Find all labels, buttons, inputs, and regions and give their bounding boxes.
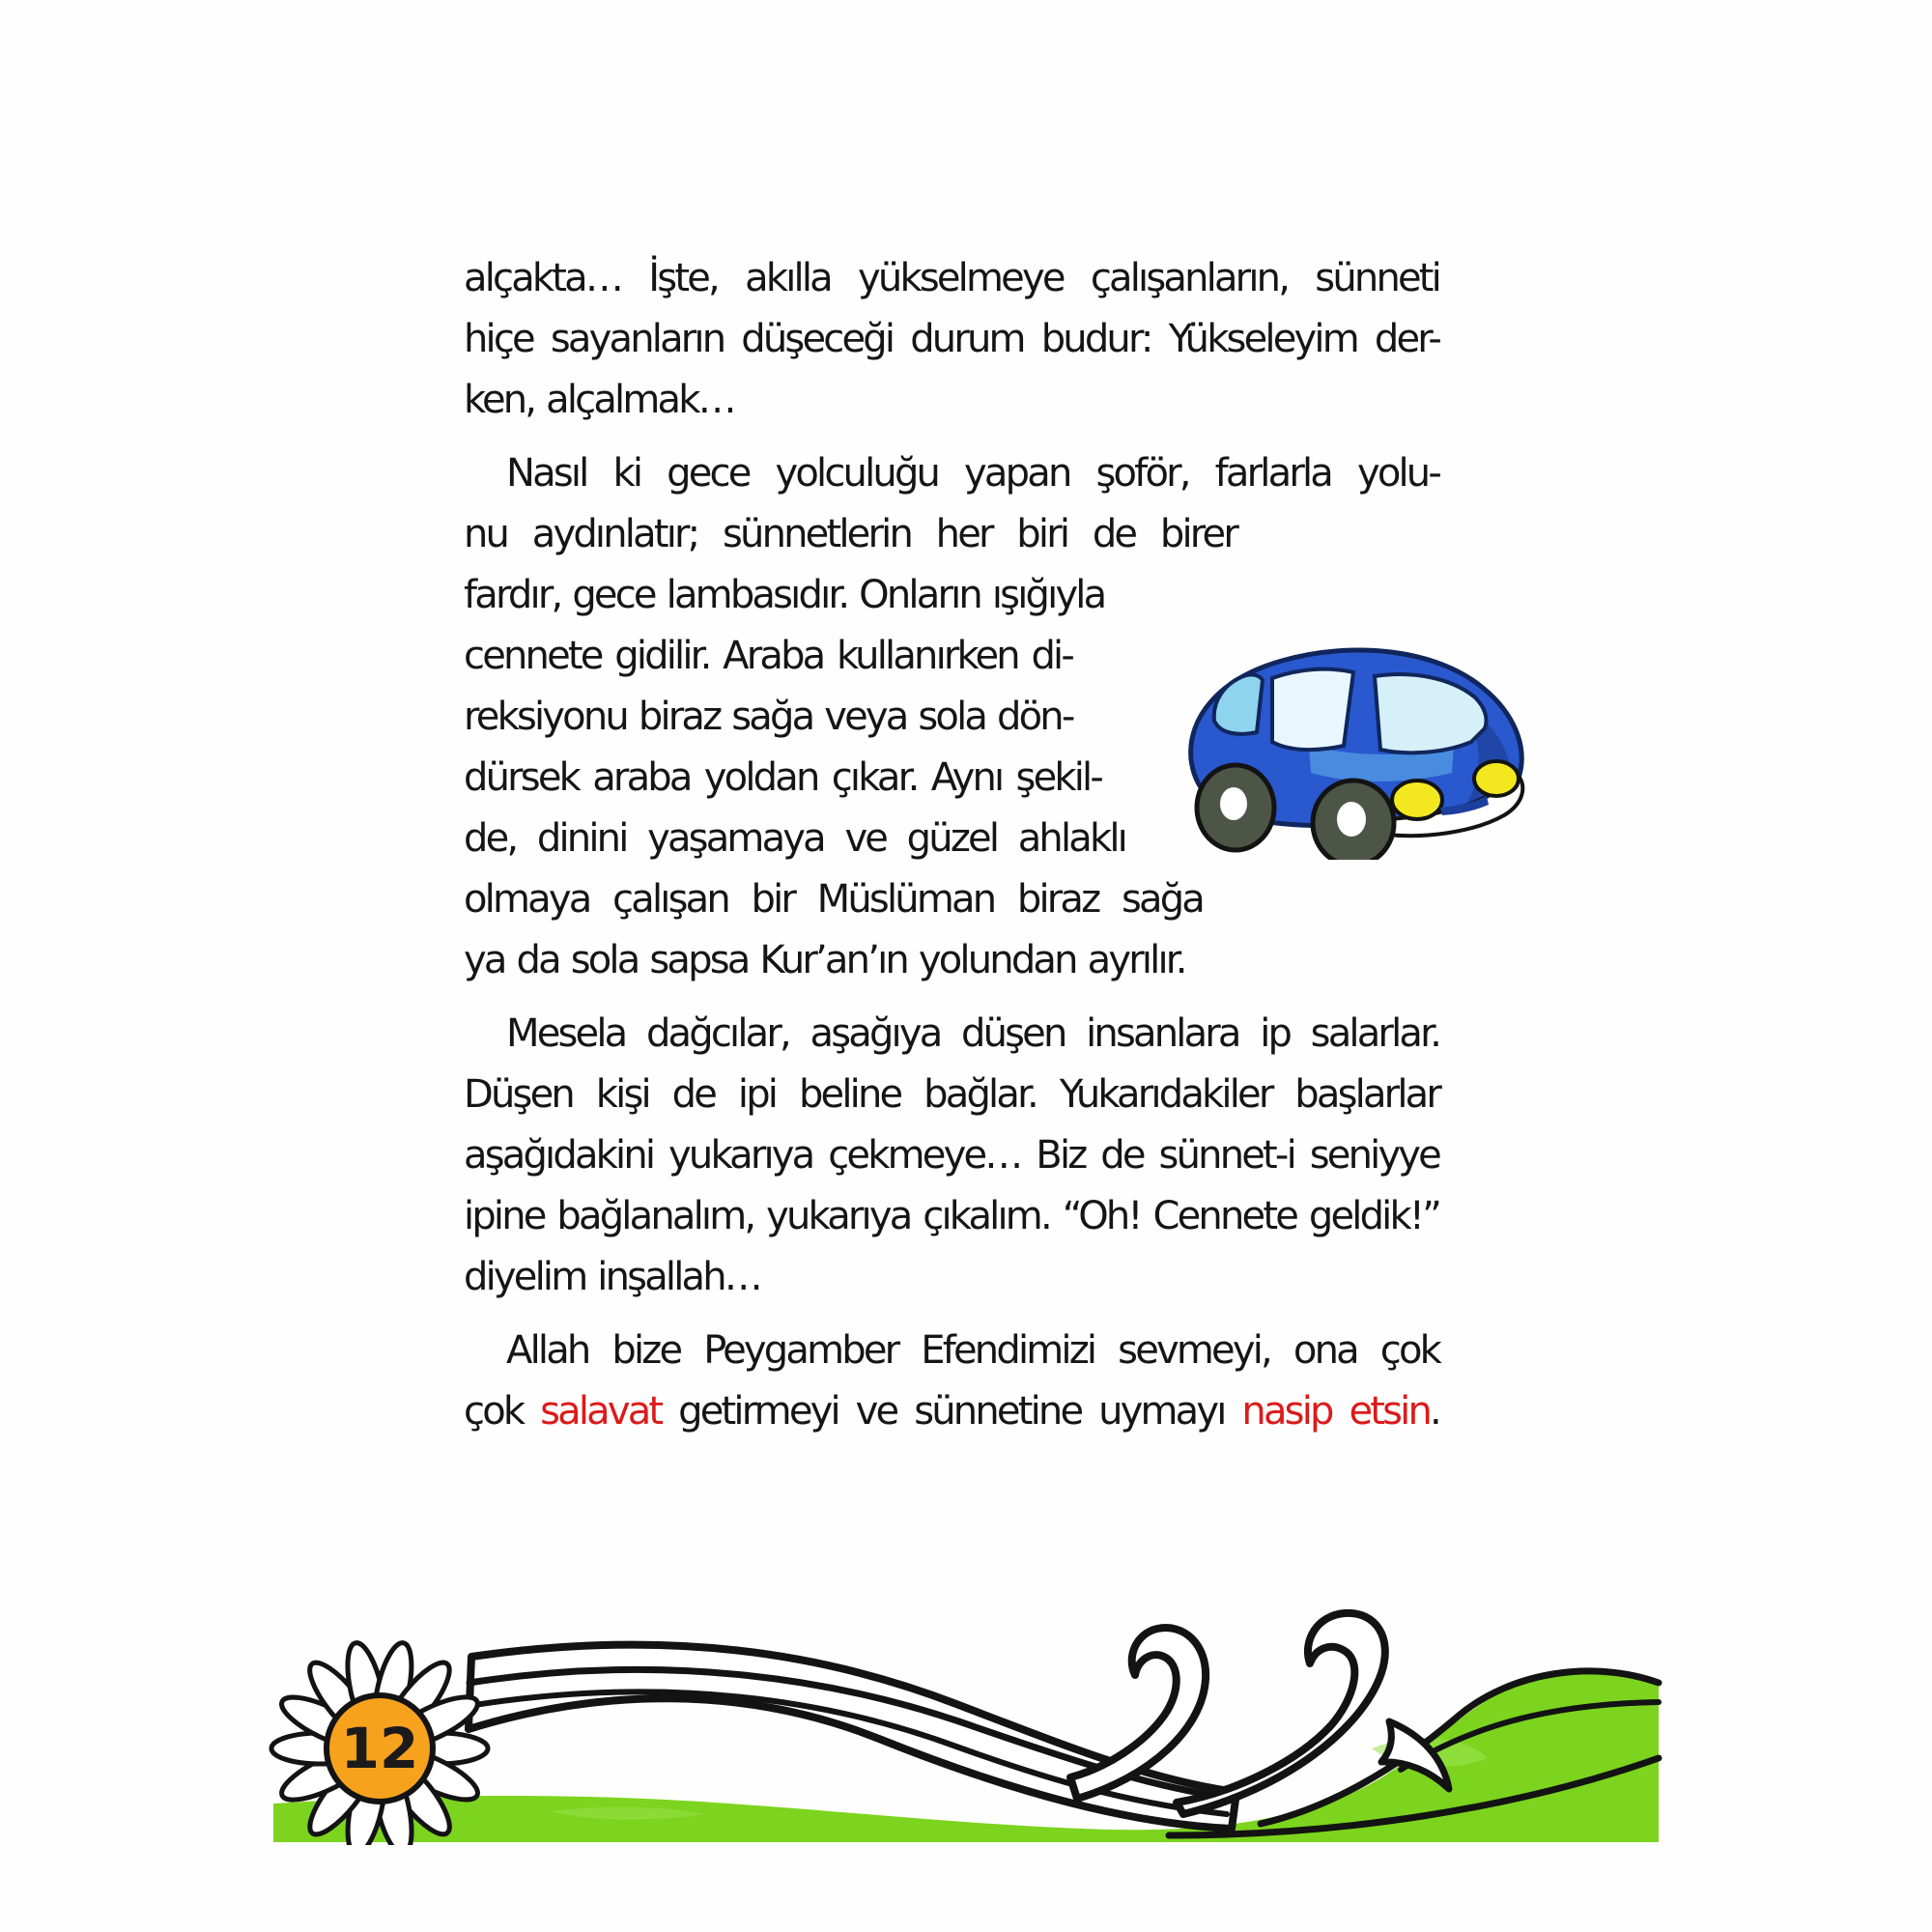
text-line: aşağıdakini yukarıya çekmeye… Biz de sünnet-i seniyye [464, 1133, 1439, 1178]
car-rear-hub [1220, 787, 1247, 820]
text-line: nu aydınlatır; sünnetlerin her biri de birer [464, 512, 1236, 556]
text-line: olmaya çalışan bir Müslüman biraz sağa [464, 877, 1203, 922]
paragraph [464, 1004, 1439, 1308]
text-line: diyelim inşallah… [464, 1255, 760, 1299]
text-line: Düşen kişi de ipi beline bağlar. Yukarıdakiler başlarlar [464, 1072, 1439, 1117]
car-mid-window [1272, 669, 1353, 750]
car-headlight-right [1474, 761, 1519, 796]
page-number: 12 [340, 1716, 419, 1781]
text-line: reksiyonu biraz sağa veya sola dön- [464, 695, 1073, 739]
text-line: Nasıl ki gece yolculuğu yapan şoför, farlarla yolu- [506, 451, 1439, 496]
text-line: ya da sola sapsa Kur’an’ın yolundan ayrılır. [464, 938, 1185, 982]
wave-curl-a [1070, 1628, 1206, 1799]
text-line: Allah bize Peygamber Efendimizi sevmeyi, ona çok [506, 1328, 1439, 1373]
paragraph [464, 1321, 1439, 1442]
text-line: ipine bağlanalım, yukarıya çıkalım. “Oh! Cennete geldik!” [464, 1194, 1439, 1238]
text-line: çok salavat getirmeyi ve sünnetine uymayı nasip etsin. [464, 1389, 1439, 1434]
text-line: fardır, gece lambasıdır. Onların ışığıyla [464, 573, 1105, 617]
text-line: Mesela dağcılar, aşağıya düşen insanlara ip salarlar. [506, 1011, 1439, 1056]
paragraph [464, 248, 1439, 431]
text-line: hiçe sayanların düşeceği durum budur: Yükseleyim der- [464, 317, 1439, 361]
text-line: dürsek araba yoldan çıkar. Aynı şekil- [464, 755, 1101, 800]
car-rear-window [1214, 674, 1263, 733]
text-line: alçakta… İşte, akılla yükselmeye çalışanların, sünneti [464, 256, 1439, 300]
text-line: ken, alçalmak… [464, 378, 734, 422]
footer-illustration [261, 1604, 1671, 1845]
highlighted-word: salavat [540, 1389, 662, 1434]
car-front-hub [1337, 802, 1366, 837]
text-line: cennete gidilir. Araba kullanırken di- [464, 634, 1072, 678]
text-line: de, dinini yaşamaya ve güzel ahlaklı [464, 816, 1125, 861]
car-illustration [1164, 628, 1550, 860]
car-headlight-left [1392, 781, 1442, 819]
highlighted-word: nasip etsin [1241, 1389, 1431, 1434]
